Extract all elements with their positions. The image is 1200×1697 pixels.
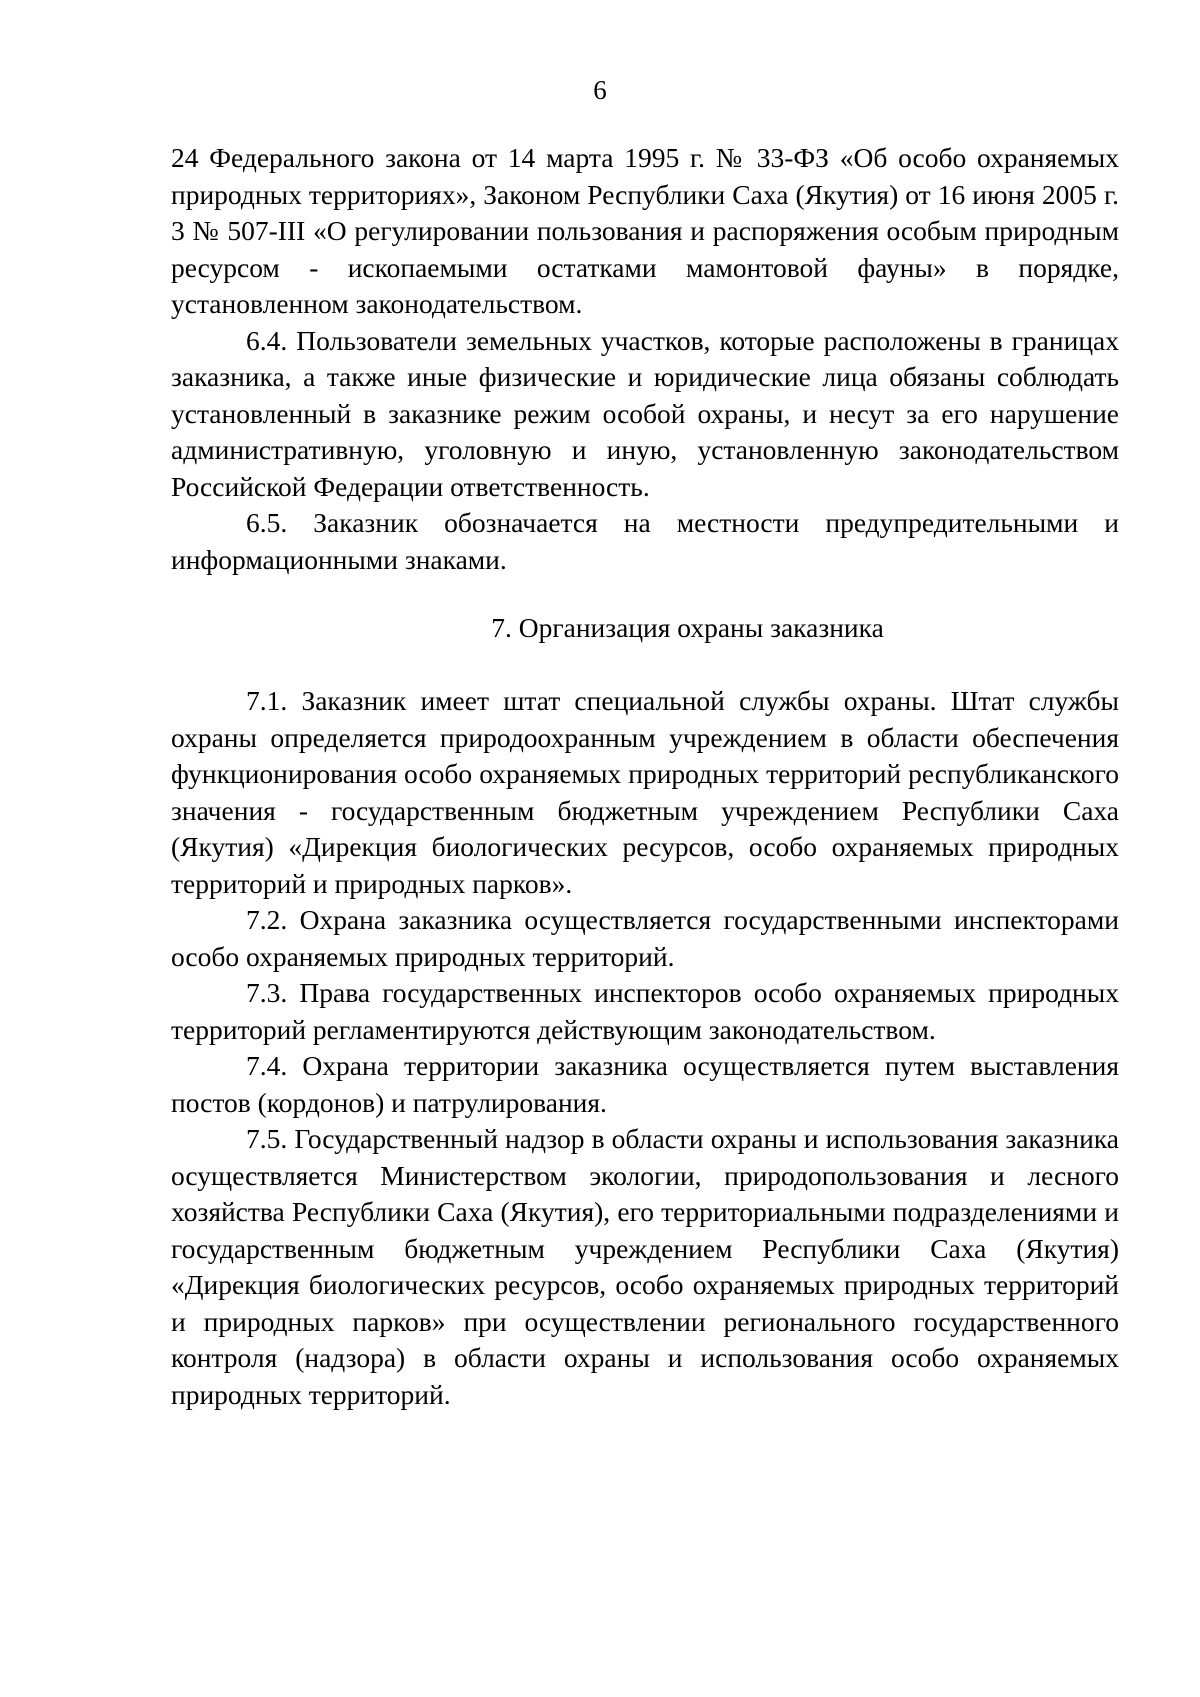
paragraph-7-1: 7.1. Заказник имеет штат специальной службы охраны. Штат службы охраны определяется природоохранным учреждением в области обеспечения функционирования особо охраняемых природных территорий республиканского значения - государственным бюджетным учреждением Республики Саха (Якутия) «Дирекция биологических ресурсов, особо охраняемых природных территорий и природных парков». bbox=[171, 685, 1119, 899]
page-number: 6 bbox=[593, 75, 607, 105]
section-heading: 7. Организация охраны заказника bbox=[491, 612, 884, 643]
continued-paragraph: 24 Федерального закона от 14 марта 1995 г. № 33-ФЗ «Об особо охраняемых природных территориях», Законом Республики Саха (Якутия) от 16 июня 2005 г. 3 № 507-III «О регулировании пользования и распоряжения особым природным ресурсом - ископаемыми остатками мамонтовой фауны» в порядке, установленном законодательством. bbox=[171, 142, 1119, 319]
paragraph-7-4: 7.4. Охрана территории заказника осуществляется путем выставления постов (кордонов) и патрулирования. bbox=[171, 1050, 1119, 1118]
bottom-text-block bbox=[171, 683, 1119, 1413]
paragraph-7-2: 7.2. Охрана заказника осуществляется государственными инспекторами особо охраняемых природных территорий. bbox=[171, 904, 1119, 972]
top-text-block bbox=[171, 140, 1119, 578]
paragraph-6-5: 6.5. Заказник обозначается на местности предупредительными и информационными знаками. bbox=[171, 507, 1119, 575]
paragraph-7-5: 7.5. Государственный надзор в области охраны и использования заказника осуществляется Министерством экологии, природопользования и лесного хозяйства Республики Саха (Якутия), его территориальными подразделениями и государственным бюджетным учреждением Республики Саха (Якутия) «Дирекция биологических ресурсов, особо охраняемых природных территорий и природных парков» при осуществлении регионального государственного контроля (надзора) в области охраны и использования особо охраняемых природных территорий. bbox=[171, 1123, 1119, 1410]
paragraph-6-4: 6.4. Пользователи земельных участков, которые расположены в границах заказника, а также иные физические и юридические лица обязаны соблюдать установленный в заказнике режим особой охраны, и несут за его нарушение административную, уголовную и иную, установленную законодательством Российской Федерации ответственность. bbox=[171, 324, 1119, 502]
paragraph-7-3: 7.3. Права государственных инспекторов особо охраняемых природных территорий регламентируются действующим законодательством. bbox=[171, 977, 1119, 1045]
